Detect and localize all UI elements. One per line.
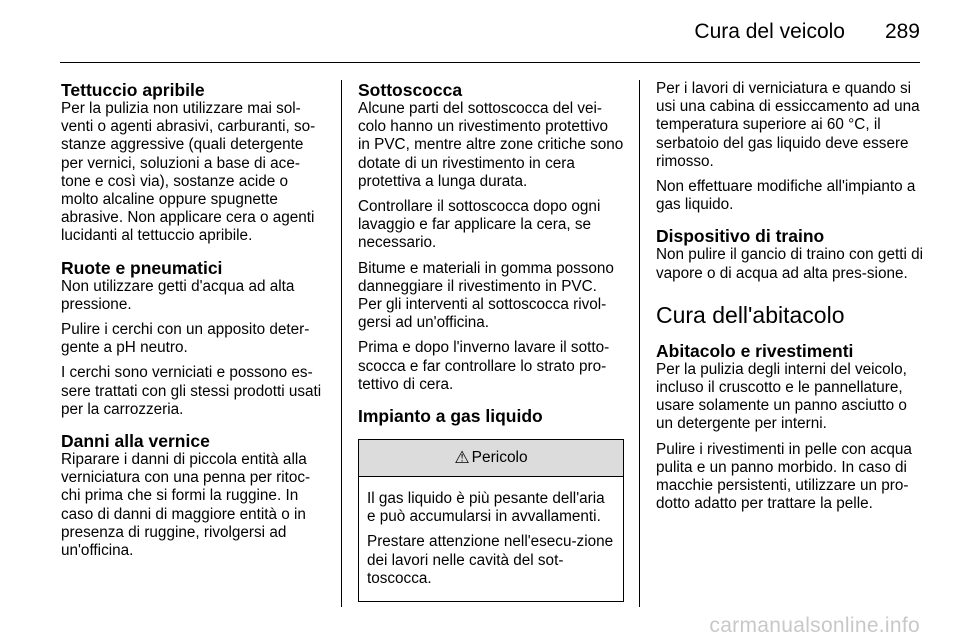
paragraph: Il gas liquido è più pesante dell'aria e può accumularsi in avvallamenti. <box>367 490 605 526</box>
column-left <box>61 80 327 572</box>
warning-icon: ⚠ <box>454 447 470 467</box>
paragraph: Bitume e materiali in gomma possono danneggiare il rivestimento in PVC. Per gli interventi al sottoscocca rivol-gersi ad un'officina. <box>358 259 614 332</box>
paragraph: I cerchi sono verniciati e possono es-sere trattati con gli stessi prodotti usati per la carrozzeria. <box>61 364 322 418</box>
section-sottoscocca <box>358 80 624 394</box>
paragraph: Prestare attenzione nell'esecu-zione dei lavori nelle cavità del sot-toscocca. <box>367 533 614 587</box>
section-heading: Ruote e pneumatici <box>61 257 223 278</box>
paragraph: Non effettuare modifiche all'impianto a gas liquido. <box>656 178 916 214</box>
page-number: 289 <box>884 20 920 43</box>
paragraph: Pulire i cerchi con un apposito deter-gente a pH neutro. <box>61 321 310 357</box>
page-header <box>60 20 920 50</box>
column-divider <box>639 80 640 607</box>
column-right <box>656 80 924 525</box>
column-divider <box>341 80 342 607</box>
chapter-title: Cura dell'abitacolo <box>656 301 845 328</box>
danger-box <box>358 439 624 602</box>
paragraph: Prima e dopo l'inverno lavare il sotto-scocca e far controllare lo strato pro-tettivo di cera. <box>358 339 610 393</box>
paragraph: Per la pulizia degli interni del veicolo, incluso il cruscotto e le pannellature, usare solamente un panno asciutto o un detergente per interni. <box>656 360 907 433</box>
section-gas-intro <box>656 80 924 214</box>
watermark: carmanualsonline.info <box>709 614 920 637</box>
danger-title: Pericolo <box>471 448 528 466</box>
section-heading: Tettuccio apribile <box>61 80 205 100</box>
section-heading: Sottoscocca <box>358 80 463 100</box>
column-middle <box>358 80 624 602</box>
section-abitacolo <box>656 341 924 514</box>
section-tettuccio <box>61 80 327 246</box>
paragraph: Non pulire il gancio di traino con getti di vapore o di acqua ad alta pres-sione. <box>656 246 924 282</box>
paragraph: Controllare il sottoscocca dopo ogni lavaggio e far applicare la cera, se necessario. <box>358 198 601 252</box>
paragraph: Non utilizzare getti d'acqua ad alta pressione. <box>61 277 295 313</box>
section-traino <box>656 226 924 282</box>
section-vernice <box>61 431 327 560</box>
paragraph: Alcune parti del sottoscocca del vei-colo hanno un rivestimento protettivo in PVC, mentre altre zone critiche sono dotate di un rivestimento in cera protettiva a lunga durata. <box>358 100 624 190</box>
paragraph: Per i lavori di verniciatura e quando si usi una cabina di essiccamento ad una temperatura superiore ai 60 °C, il serbatoio del gas liquido deve essere rimosso. <box>656 80 920 170</box>
section-ruote <box>61 258 327 419</box>
section-heading: Danni alla vernice <box>61 431 210 452</box>
section-heading: Dispositivo di traino <box>656 226 825 247</box>
section-heading: Impianto a gas liquido <box>358 406 543 427</box>
danger-body <box>359 477 623 601</box>
header-title: Cura del veicolo <box>694 20 845 43</box>
paragraph: Per la pulizia non utilizzare mai sol-venti o agenti abrasivi, carburanti, so-stanze aggressive (quali detergente per vernici, soluzioni a base di ace-tone e così via), sostanze acide o molto alcaline oppure spugnette abrasive. Non applicare cera o agenti lucidanti al tettuccio apribile. <box>61 100 316 245</box>
section-heading: Abitacolo e rivestimenti <box>656 340 854 361</box>
paragraph: Pulire i rivestimenti in pelle con acqua pulita e un panno morbido. In caso di macchie persistenti, utilizzare un pro-dotto adatto per trattare la pelle. <box>656 440 912 513</box>
header-divider <box>60 62 920 63</box>
danger-header <box>359 440 623 477</box>
paragraph: Riparare i danni di piccola entità alla verniciatura con una penna per ritoc-chi prima che si formi la ruggine. In caso di danni di maggiore entità o in presenza di ruggine, rivolgersi ad un'officina. <box>61 451 311 560</box>
